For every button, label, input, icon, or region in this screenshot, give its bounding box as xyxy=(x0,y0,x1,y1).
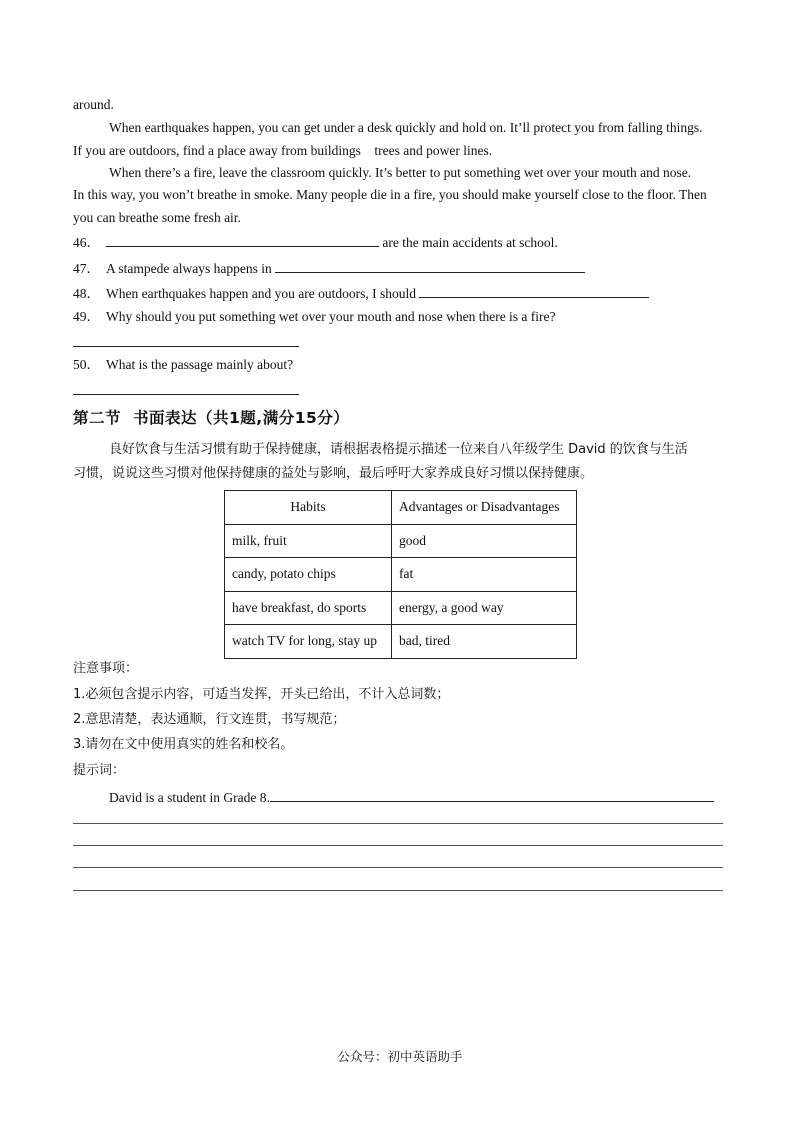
passage-line: you can breathe some fresh air. xyxy=(73,210,241,225)
writing-line[interactable] xyxy=(73,867,723,868)
table-cell: milk, fruit xyxy=(225,524,392,558)
table-header-cell: Habits xyxy=(225,491,392,525)
notes-item: 3.请勿在文中使用真实的姓名和校名。 xyxy=(73,737,294,752)
question-48 xyxy=(73,283,728,303)
writing-prompt-line: 良好饮食与生活习惯有助于保持健康，请根据表格提示描述一位来自八年级学生 David 的饮食与生活 xyxy=(109,442,688,457)
writing-prompt-line: 习惯，说说这些习惯对他保持健康的益处与影响，最后呼吁大家养成良好习惯以保持健康。 xyxy=(73,466,594,481)
table-cell: fat xyxy=(392,558,577,592)
table-cell: candy, potato chips xyxy=(225,558,392,592)
writing-line[interactable] xyxy=(73,890,723,891)
writing-line[interactable] xyxy=(73,845,723,846)
question-number: 48． xyxy=(73,286,100,301)
table-cell: have breakfast, do sports xyxy=(225,591,392,625)
question-50 xyxy=(73,356,728,374)
table-row xyxy=(225,524,577,558)
table-row xyxy=(225,591,577,625)
table-cell: energy, a good way xyxy=(392,591,577,625)
passage-line: When there’s a fire, leave the classroom quickly. It’s better to put something wet over your mouth and nose. xyxy=(109,165,692,180)
question-46 xyxy=(73,232,728,252)
notes-item: 2.意思清楚，表达通顺，行文连贯，书写规范； xyxy=(73,712,346,727)
table-cell: watch TV for long, stay up xyxy=(225,625,392,659)
table-row xyxy=(225,625,577,659)
notes-title: 注意事项： xyxy=(73,661,139,676)
essay-blank[interactable] xyxy=(270,787,714,802)
answer-line-49[interactable] xyxy=(73,346,299,347)
question-number: 50． xyxy=(73,357,100,372)
question-number: 47． xyxy=(73,261,100,276)
question-text: A stampede always happens in xyxy=(106,261,276,276)
table-header-cell: Advantages or Disadvantages xyxy=(392,491,577,525)
section-title: 第二节 xyxy=(73,409,122,427)
answer-blank-47[interactable] xyxy=(275,258,585,273)
question-text: Why should you put something wet over your mouth and nose when there is a fire? xyxy=(106,309,556,324)
hint-label: 提示词： xyxy=(73,763,126,778)
passage-line: If you are outdoors, find a place away from buildings trees and power lines. xyxy=(73,143,493,158)
answer-blank-46[interactable] xyxy=(106,232,379,247)
section-subtitle: 书面表达（共1题,满分15分） xyxy=(133,409,350,427)
section-heading xyxy=(73,406,349,428)
essay-first-line xyxy=(109,787,728,807)
question-49 xyxy=(73,308,728,326)
essay-start-text: David is a student in Grade 8. xyxy=(109,790,270,805)
table-cell: bad, tired xyxy=(392,625,577,659)
table-cell: good xyxy=(392,524,577,558)
table-header-row xyxy=(225,491,577,525)
question-number: 49． xyxy=(73,309,100,324)
notes-item: 1.必须包含提示内容，可适当发挥，开头已给出，不计入总词数； xyxy=(73,687,450,702)
question-text: are the main accidents at school. xyxy=(379,235,558,250)
writing-line[interactable] xyxy=(73,823,723,824)
table-row xyxy=(225,558,577,592)
footer-text: 公众号：初中英语助手 xyxy=(337,1049,463,1064)
habits-table xyxy=(224,490,577,659)
question-number: 46． xyxy=(73,235,100,250)
answer-blank-48[interactable] xyxy=(419,283,649,298)
passage-line: When earthquakes happen, you can get under a desk quickly and hold on. It’ll protect you from falling things. xyxy=(109,120,703,135)
question-47 xyxy=(73,258,728,278)
question-text: When earthquakes happen and you are outdoors, I should xyxy=(106,286,420,301)
passage-line: around. xyxy=(73,97,114,112)
answer-line-50[interactable] xyxy=(73,394,299,395)
passage-line: In this way, you won’t breathe in smoke. Many people die in a fire, you should make yourself close to the floor. Then xyxy=(73,187,707,202)
question-text: What is the passage mainly about? xyxy=(106,357,294,372)
